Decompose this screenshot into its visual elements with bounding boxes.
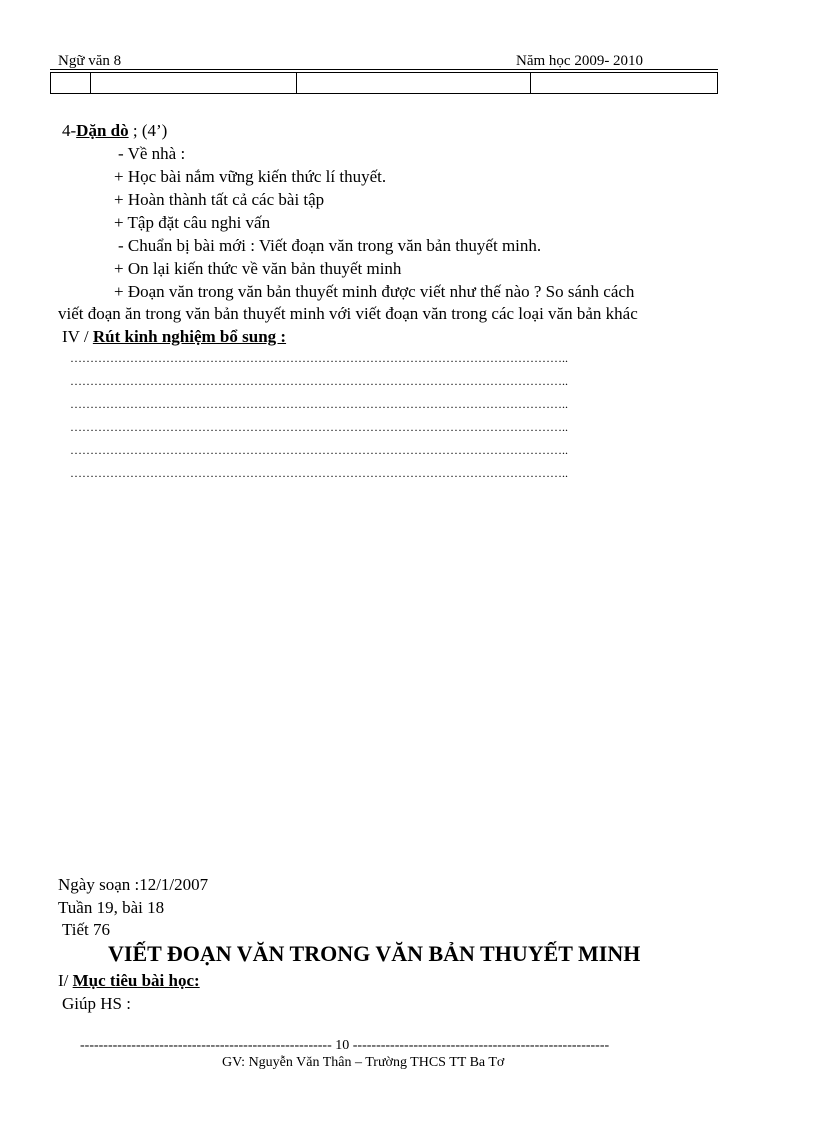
section-title: Rút kinh nghiệm bổ sung : bbox=[92, 327, 287, 346]
dotted-line: …………………………………………………………………………………………………………….. bbox=[70, 397, 568, 411]
header-rule bbox=[50, 69, 718, 70]
lesson-date: Ngày soạn :12/1/2007 bbox=[58, 875, 209, 894]
objective-title: Mục tiêu bài học: bbox=[72, 971, 200, 990]
list-item: + Học bài nắm vững kiến thức lí thuyết. bbox=[114, 167, 387, 186]
header-subject: Ngữ văn 8 bbox=[58, 53, 122, 69]
section-iv-heading bbox=[62, 327, 286, 347]
section-title: Dặn dò bbox=[76, 121, 129, 140]
table-divider bbox=[296, 73, 297, 93]
section-number: 4- bbox=[62, 121, 77, 140]
dotted-line: …………………………………………………………………………………………………………….. bbox=[70, 374, 568, 388]
list-item: - Về nhà : bbox=[118, 144, 186, 163]
lesson-period: Tiết 76 bbox=[62, 920, 111, 939]
dotted-line: …………………………………………………………………………………………………………….. bbox=[70, 420, 568, 434]
page-number-rule: ------------------------------------------------------ 10 ------------------------------------------------------- bbox=[80, 1038, 610, 1053]
section-time: ; (4’) bbox=[128, 121, 168, 140]
list-item-continuation: viết đoạn ăn trong văn bản thuyết minh với viết đoạn văn trong các loại văn bản khác bbox=[58, 304, 638, 323]
section-4-heading bbox=[62, 121, 167, 141]
list-item: + Tập đặt câu nghi vấn bbox=[114, 213, 271, 232]
list-item: + Hoàn thành tất cả các bài tập bbox=[114, 190, 325, 209]
list-item: + On lại kiến thức về văn bản thuyết minh bbox=[114, 259, 402, 278]
table-divider bbox=[90, 73, 91, 93]
list-item: + Đoạn văn trong văn bản thuyết minh được viết như thế nào ? So sánh cách bbox=[114, 282, 635, 301]
footer-credit: GV: Nguyễn Văn Thân – Trường THCS TT Ba Tơ bbox=[222, 1055, 505, 1070]
lesson-title: VIẾT ĐOẠN VĂN TRONG VĂN BẢN THUYẾT MINH bbox=[108, 941, 641, 966]
section-number: IV / bbox=[62, 327, 89, 346]
table-row bbox=[50, 72, 718, 94]
objective-heading bbox=[58, 971, 200, 991]
help-text: Giúp HS : bbox=[62, 994, 131, 1013]
lesson-week: Tuần 19, bài 18 bbox=[58, 898, 165, 917]
table-divider bbox=[530, 73, 531, 93]
dotted-line: …………………………………………………………………………………………………………….. bbox=[70, 466, 568, 480]
dotted-line: …………………………………………………………………………………………………………….. bbox=[70, 351, 568, 365]
header-school-year: Năm học 2009- 2010 bbox=[516, 53, 644, 69]
objective-number: I/ bbox=[58, 971, 69, 990]
dotted-line: …………………………………………………………………………………………………………….. bbox=[70, 443, 568, 457]
list-item: - Chuẩn bị bài mới : Viết đoạn văn trong văn bản thuyết minh. bbox=[118, 236, 542, 255]
